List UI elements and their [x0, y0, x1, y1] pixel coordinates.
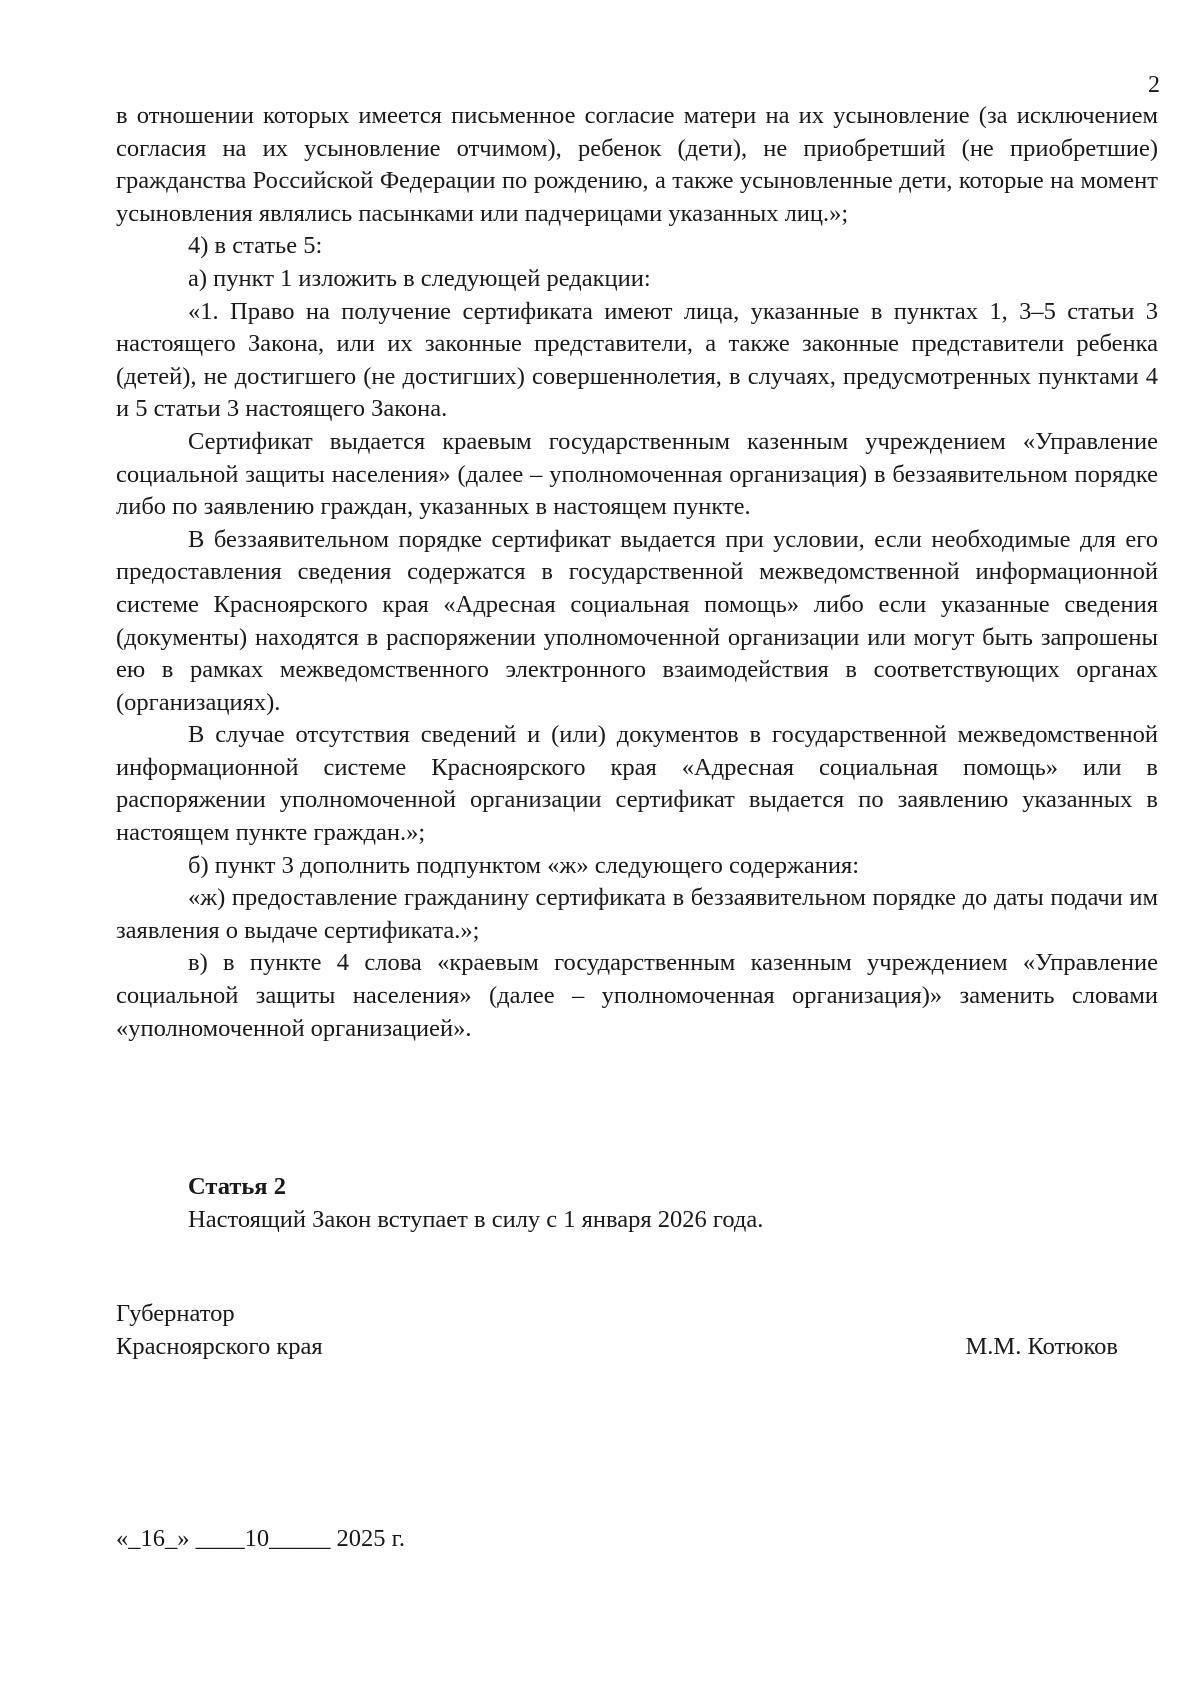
paragraph-no-application: В беззаявительном порядке сертификат выдается при условии, если необходимые для его предоставления сведения содержатся в государственной межведомственной информационной системе Красноярского края «Адресная социальная помощь» либо если указанные сведения (документы) находятся в распоряжении уполномоченной организации или могут быть запрошены ею в рамках межведомственного электронного взаимодействия в соответствующих органах (организациях).	[116, 525, 1158, 716]
document-date: «_16_» ____10_____ 2025 г.	[116, 1525, 406, 1552]
signature-position-line2: Красноярского края	[116, 1332, 323, 1360]
paragraph-continuation: в отношении которых имеется письменное согласие матери на их усыновление (за исключением согласия на их усыновление отчимом), ребенок (дети), не приобретший (не приобретшие) гражданства Российской Федерации по рождению, а также усыновленные дети, которые на момент усыновления являлись пасынками или падчерицами указанных лиц.»;	[116, 102, 1158, 227]
article-title: Статья 2	[188, 1173, 286, 1200]
paragraph-subitem-b: б) пункт 3 дополнить подпунктом «ж» следующего содержания:	[188, 851, 860, 879]
document-body	[116, 100, 1158, 1045]
paragraph-subitem-v: в) в пункте 4 слова «краевым государственным казенным учреждением «Управление социальной защиты населения» (далее – уполномоченная организация)» заменить словами «уполномоченной организацией».	[116, 949, 1158, 1042]
paragraph-certificate-issue: Сертификат выдается краевым государственным казенным учреждением «Управление социальной защиты населения» (далее – уполномоченная организация) в беззаявительном порядке либо по заявлению граждан, указанных в настоящем пункте.	[116, 427, 1158, 521]
signature-block	[116, 1298, 1118, 1363]
paragraph-subitem-zh: «ж) предоставление гражданину сертификата в беззаявительном порядке до даты подачи им заявления о выдаче сертификата.»;	[116, 884, 1158, 944]
signature-row	[116, 1331, 1118, 1364]
page-number: 2	[1148, 72, 1160, 98]
paragraph-item-4: 4) в статье 5:	[188, 232, 323, 260]
signature-name: М.М. Котюков	[965, 1332, 1118, 1360]
article-2	[188, 1171, 1158, 1236]
paragraph-subitem-a: а) пункт 1 изложить в следующей редакции:	[188, 264, 651, 292]
paragraph-absence-of-data: В случае отсутствия сведений и (или) документов в государственной межведомственной информационной системе Красноярского края «Адресная социальная помощь» или в распоряжении уполномоченной организации сертификат выдается по заявлению указанных в настоящем пункте граждан.»;	[116, 721, 1158, 847]
article-text: Настоящий Закон вступает в силу с 1 января 2026 года.	[188, 1205, 764, 1233]
signature-position-line1: Губернатор	[116, 1300, 235, 1327]
paragraph-clause-1: «1. Право на получение сертификата имеют лица, указанные в пунктах 1, 3–5 статьи 3 настоящего Закона, или их законные представители, а также законные представители ребенка (детей), не достигшего (не достигших) совершеннолетия, в случаях, предусмотренных пунктами 4 и 5 статьи 3 настоящего Закона.	[116, 297, 1158, 423]
